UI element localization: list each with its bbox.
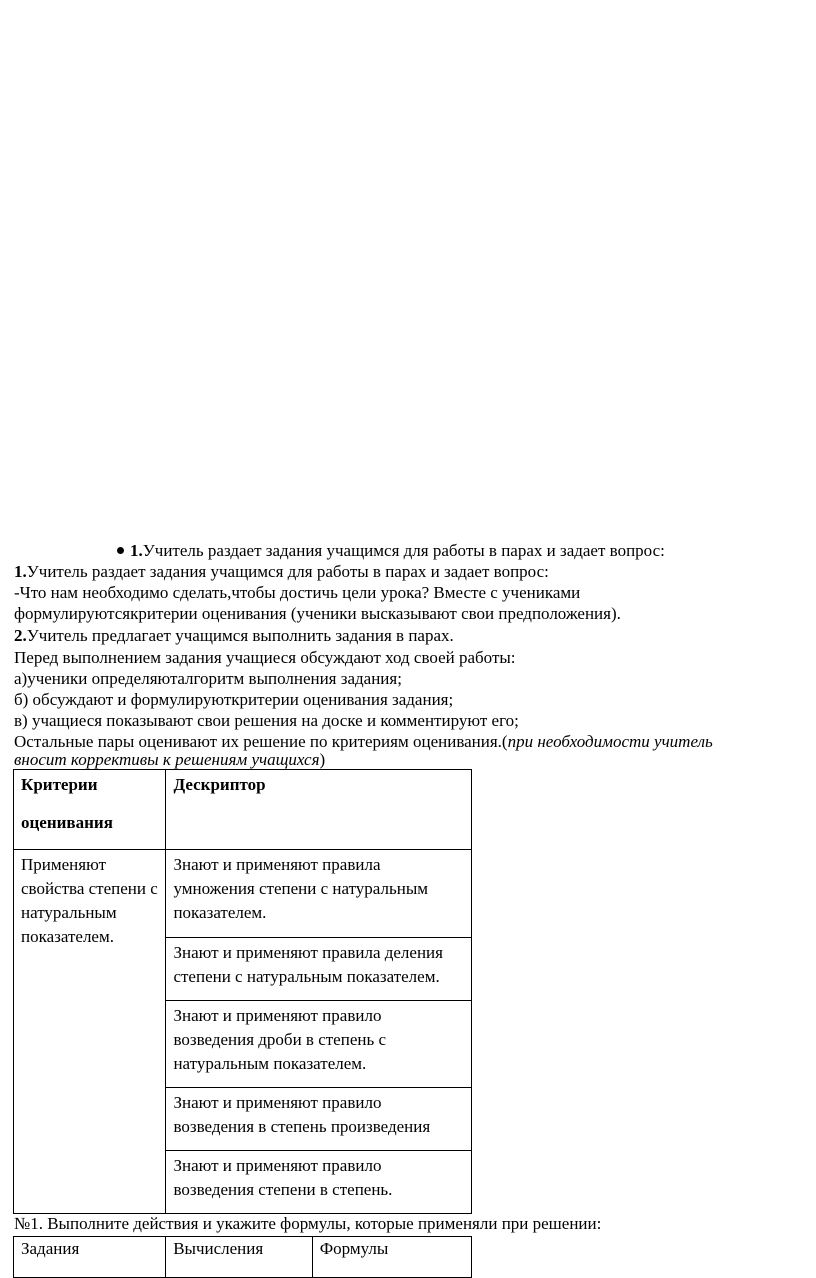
task-col-formulas-label: Формулы [319,1239,389,1258]
descriptor-cell [166,850,472,938]
paragraph-6: а)ученики определяютaлгоритм выполнения задания; [14,669,402,688]
criteria-header-col2 [166,770,472,850]
task-col-tasks [14,1237,166,1278]
paragraph-9-text: Остальные пары оценивают их решение по критериям оценивания.( [14,732,508,751]
paragraph-7: б) обсуждают и формулируюткритерии оценивания задания; [14,690,454,709]
descriptor-text: Знают и применяют правила умножения степени с натуральным показателем. [173,855,429,922]
paragraph-3: формулируютсякритерии оценивания (ученики высказывают свои предположения). [14,604,621,623]
descriptor-cell [166,1088,472,1151]
paragraph-9-italic: при необходимости учитель [507,732,713,751]
paragraph-8: в) учащиеся показывают свои решения на доске и комментируют его; [14,711,519,730]
descriptor-header: Дескриптор [173,775,266,794]
task-table [13,1236,472,1278]
bullet-text: Учитель раздает задания учащимся для работы в парах и задает вопрос: [142,541,665,560]
criteria-table [13,769,472,1214]
descriptor-text: Знают и применяют правило возведения дроби в степень с натуральным показателем. [173,1006,387,1073]
criteria-header-row [14,770,472,850]
descriptor-text: Знают и применяют правила деления степени с натуральным показателем. [173,943,443,986]
paragraph-5: Перед выполнением задания учащиеся обсуждают ход своей работы: [14,648,516,667]
paragraph-4 [14,626,454,646]
task-col-calc [166,1237,313,1278]
paragraph-1-number: 1. [14,562,27,581]
criterion-cell [14,850,166,1214]
paragraph-1-text: Учитель раздает задания учащимся для работы в парах и задает вопрос: [26,562,549,581]
task-col-tasks-label: Задания [21,1239,80,1258]
criteria-header-col1 [14,770,166,850]
paragraph-10-close: ) [319,750,326,769]
descriptor-cell [166,1151,472,1214]
criteria-header-line1: Критерии [21,775,98,794]
descriptor-cell [166,938,472,1001]
bullet-dot-icon [117,547,124,554]
bullet-item [117,541,665,561]
task-header-row [14,1237,472,1278]
criterion-text: Применяют свойства степени с натуральным показателем. [21,855,158,946]
task-col-calc-label: Вычисления [173,1239,264,1258]
paragraph-9 [14,732,713,752]
descriptor-cell [166,1001,472,1088]
paragraph-4-number: 2. [14,626,27,645]
paragraph-4-text: Учитель предлагает учащимся выполнить задания в парах. [26,626,454,645]
paragraph-1 [14,562,549,582]
descriptor-text: Знают и применяют правило возведения в степень произведения [173,1093,431,1136]
table-row [14,850,472,938]
task-col-formulas [312,1237,471,1278]
descriptor-text: Знают и применяют правило возведения степени в степень. [173,1156,393,1199]
bullet-number: 1. [130,541,143,560]
criteria-header-line2: оценивания [21,813,113,832]
paragraph-10-italic: вносит коррективы к решениям учащихся [14,750,320,769]
task-title: №1. Выполните действия и укажите формулы, которые применяли при решении: [14,1214,602,1233]
paragraph-2: -Что нам необходимо сделать,чтобы достичь цели урока? Вместе с учениками [14,583,581,602]
paragraph-10 [14,750,325,770]
